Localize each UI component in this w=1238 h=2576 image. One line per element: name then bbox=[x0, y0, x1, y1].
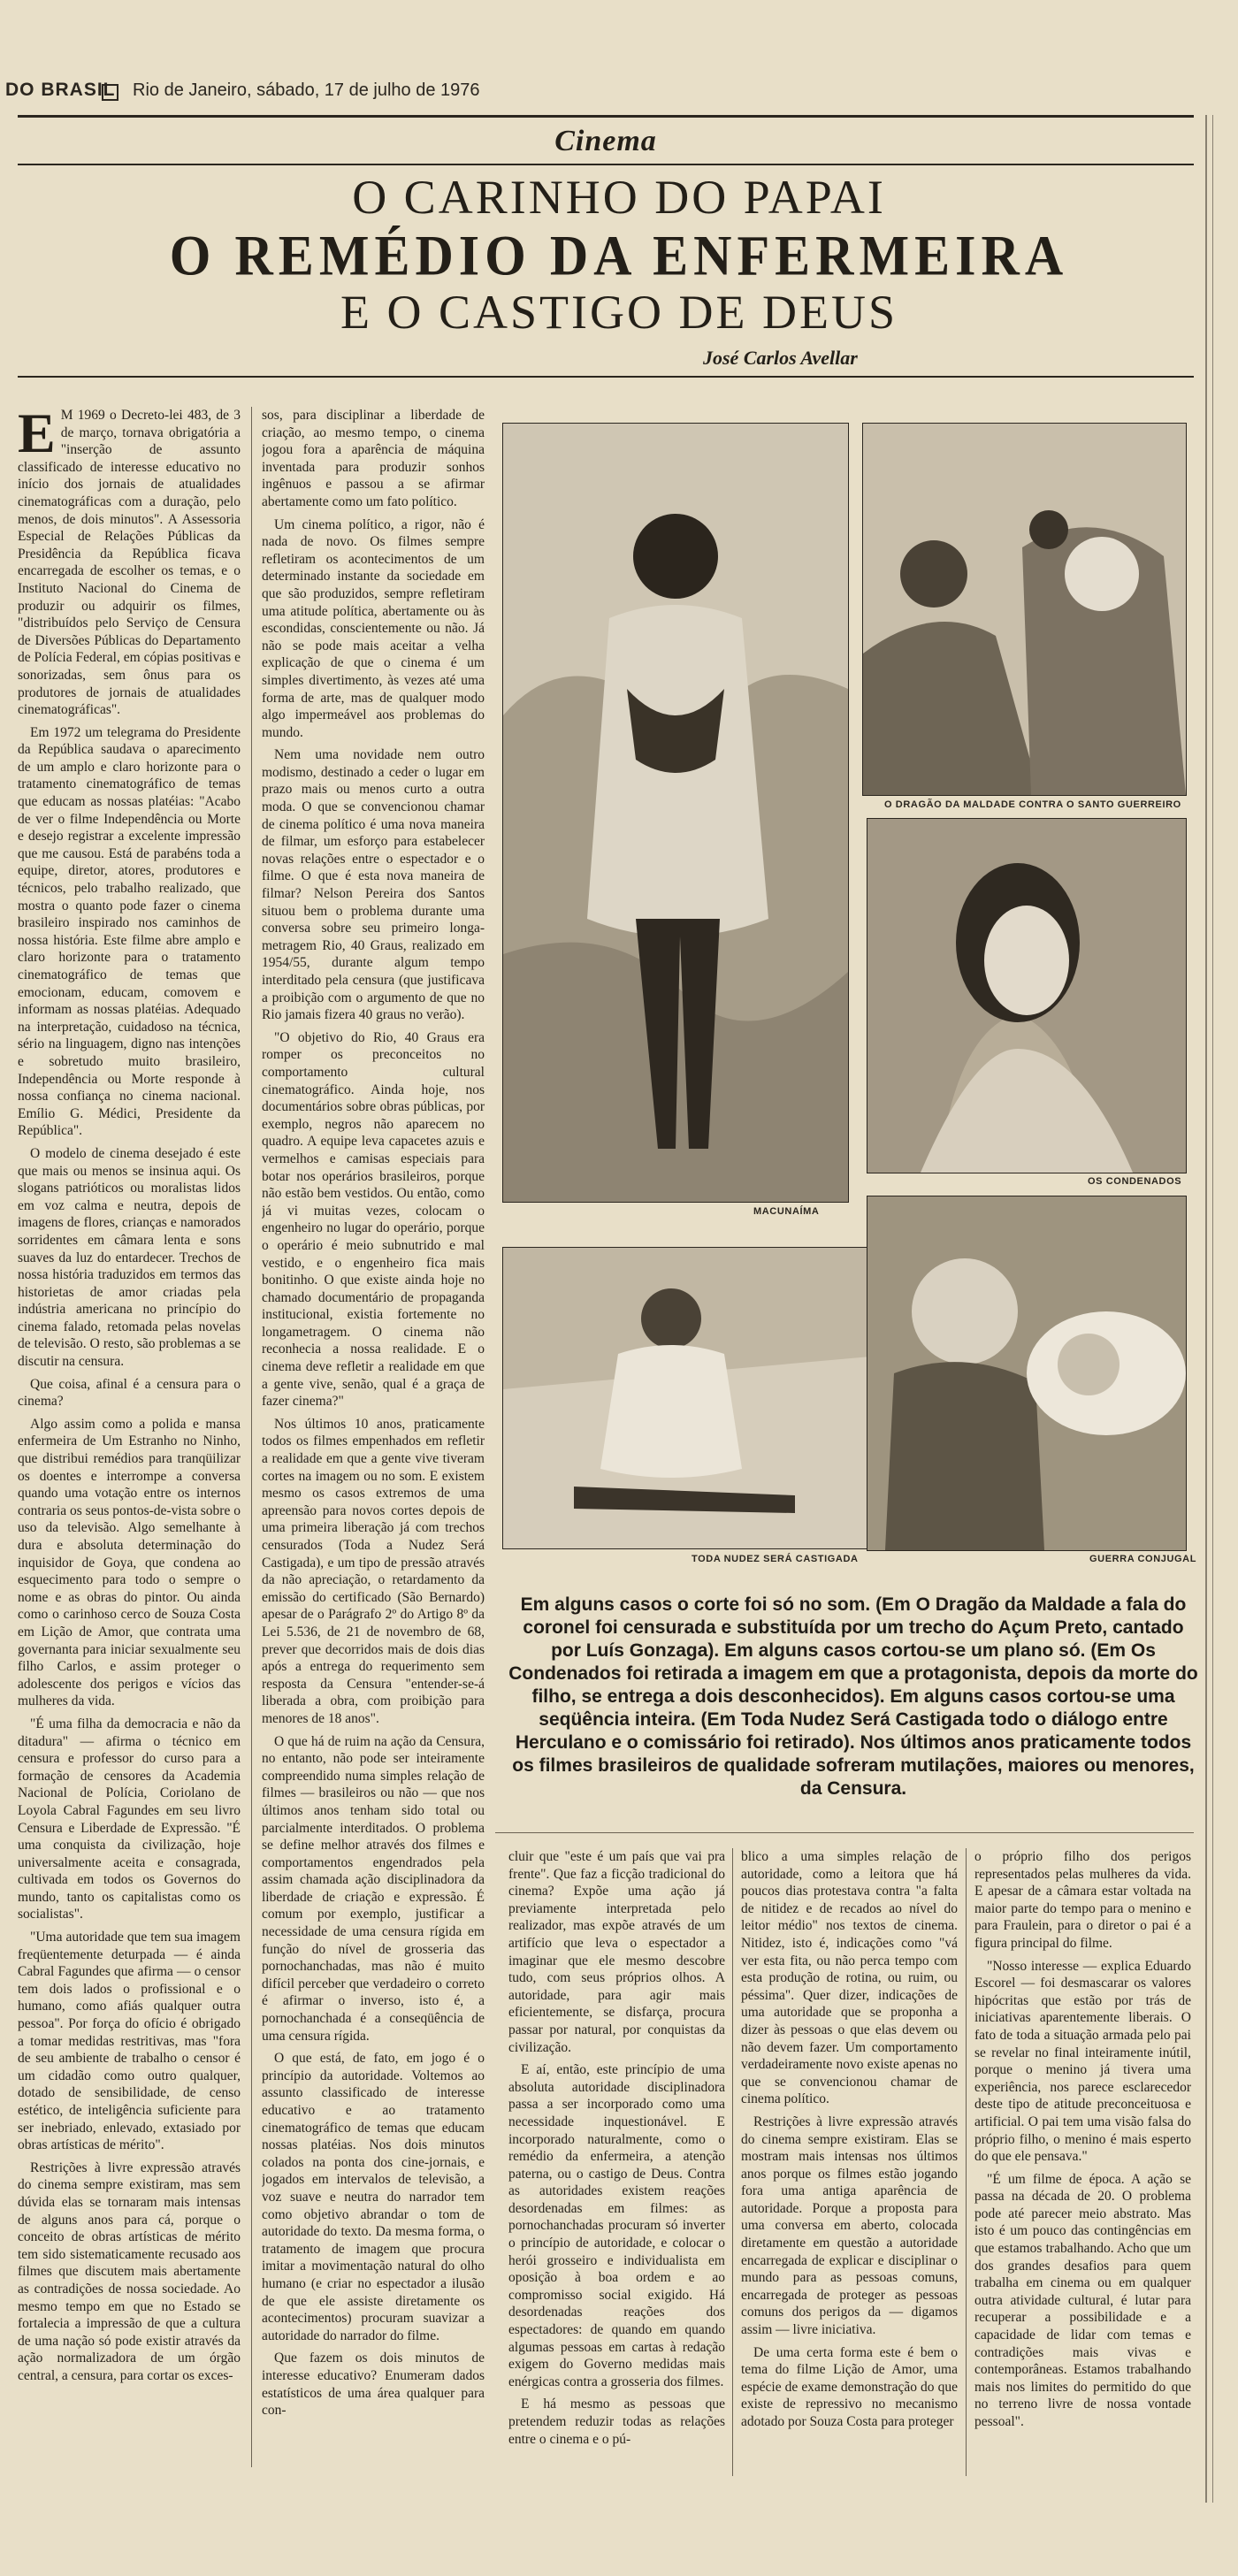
paragraph: De uma certa forma este é bem o tema do filme Lição de Amor, uma espécie de exame demonstração do que existe de repressivo no mecanismo adotado por Souza Costa para proteger bbox=[741, 2344, 958, 2429]
paragraph: sos, para disciplinar a liberdade de criação, ao mesmo tempo, o cinema jogou fora a aparência de máquina inventada para produzir sonhos ingênuos e passou a se afirmar abertamente como um fato político. bbox=[262, 408, 485, 509]
paragraph: Que coisa, afinal é a censura para o cinema? bbox=[18, 1376, 241, 1410]
headline-line-1: O CARINHO DO PAPAI bbox=[352, 171, 886, 224]
headline-line-2: O REMÉDIO DA ENFERMEIRA bbox=[169, 224, 1069, 287]
caption-dragao: O DRAGÃO DA MALDADE CONTRA O SANTO GUERREIRO bbox=[884, 799, 1181, 810]
pull-quote: Em alguns casos o corte foi só no som. (Em O Dragão da Maldade a fala do coronel foi censurada e substituída por um trecho do Açum Preto, cantado por Luís Gonzaga). Em alguns casos cortou-se um plano só. (Em Os Condenados foi retirada a imagem em que a protagonista, depois da morte do filho, se entrega a dois desconhecidos). Em alguns casos cortou-se uma seqüência inteira. (Em Toda Nudez Será Castigada todo o diálogo entre Herculano e o comissário foi retirado). Nos últimos anos praticamente todos os filmes brasileiros de qualidade sofreram mutilações, maiores ou menores, da Censura. bbox=[508, 1594, 1198, 1799]
article-column-2 bbox=[262, 407, 485, 2476]
headline-line-3: E O CASTIGO DE DEUS bbox=[340, 286, 898, 339]
paragraph: E há mesmo as pessoas que pretendem reduzir todas as relações entre o cinema e o pú- bbox=[508, 2396, 725, 2447]
publication-name: DO BRASIL bbox=[5, 80, 116, 100]
paragraph: Em 1972 um telegrama do Presidente da República saudava o aparecimento de um amplo e claro horizonte para o tratamento cinematográfico de temas que educam as nossas platéias: "Acabo de ver o filme Independência ou Morte e desejo registrar a excelente impressão que me causou. Está de parabéns toda a equipe, diretor, atores, produtores e técnicos, pelo trabalho realizado, que mostra o quanto pode fazer o cinema brasileiro inspirado nos caminhos de nossa história. Este filme abre amplo e claro horizonte para o tratamento cinematográfico de temas que emocionam, educam, comovem e informam as nossas platéias. Adequado na interpretação, cuidadoso na técnica, sério na linguagem, digno nas intenções e sobretudo muito brasileiro, Independência ou Morte responde à nossa confiança no cinema nacional. Emílio G. Médici, Presidente da República". bbox=[18, 724, 241, 1139]
paragraph: O modelo de cinema desejado é este que mais ou menos se insinua aqui. Os slogans patrióticos ou moralistas lidos em voz calma e neutra, depois de imagens de flores, crianças e namorados sorridentes em câmara lenta e sons suaves da luz do entardecer. Trechos de nossa história traduzidos em termos das historietas de amor criadas pela indústria americana no princípio do cinema falado, retomada pelas novelas de televisão. O resto, são problemas a se discutir na censura. bbox=[18, 1145, 241, 1370]
article-column-4 bbox=[741, 1848, 958, 2485]
column-separator bbox=[251, 407, 252, 2467]
paragraph: Nos últimos 10 anos, praticamente todos os filmes empenhados em refletir a realidade em que a gente vive tiveram cortes na imagem ou no som. E existem mesmo os casos extremos de uma apreensão para novos cortes depois de uma primeira liberação já com trechos censurados (Toda a Nudez Será Castigada), e um tipo de pressão através da não apreciação, o retardamento da emissão do certificado (São Bernardo) apesar de o Parágrafo 2º do Artigo 8º da Lei 5.536, de 21 de novembro de 68, prever que decorridos mais de dois dias após a entrega do requerimento sem resposta da Censura "entender-se-á liberada a obra, com proibição para menores de 18 anos". bbox=[262, 1416, 485, 1726]
pullquote-rule bbox=[495, 1832, 1194, 1833]
section-header bbox=[18, 115, 1194, 165]
article-column-5 bbox=[974, 1848, 1191, 2485]
paragraph: blico a uma simples relação de autoridade, como a leitora que há poucos dias protestava contra "a falta de nitidez e de recados ao nível do leitor médio" nos textos de cinema. Nitidez, isto é, indicações como "vá ver esta fita, ou não perca tempo com esta produção de rotina, ou ruim, ou péssima". Quer dizer, indicações de uma autoridade que se proponha a dizer às pessoas o que elas devem ou não devem fazer. Um comportamento verdadeiramente novo existe apenas no que se convencionou chamar de cinema político. bbox=[741, 1849, 958, 2107]
page-edge-rule bbox=[1205, 115, 1213, 2503]
section-title: Cinema bbox=[554, 125, 657, 157]
paragraph: "É um filme de época. A ação se passa na década de 20. O problema pode até parecer meio abstrato. Mas isto é um pouco das contingências em que estamos trabalhando. Acho que um dos grandes desafios para quem trabalha em cinema ou em qualquer outra atividade cultural, é lutar para recuperar a possibilidade e a capacidade de lidar com temas e contradições mais vivas e contemporâneas. Estamos trabalhando mais nos limites do permitido do que no terreno livre de nossa vontade pessoal". bbox=[974, 2171, 1191, 2429]
photo-os-condenados bbox=[867, 818, 1187, 1173]
photo-guerra-conjugal bbox=[867, 1196, 1187, 1551]
paragraph: Que fazem os dois minutos de interesse educativo? Enumeram dados estatísticos de uma área qualquer para con- bbox=[262, 2351, 485, 2419]
paragraph: M 1969 o Decreto-lei 483, de 3 de março, tornava obrigatória a "inserção de assunto classificado de interesse educativo no início dos jornais de atualidades cinematográficas com a duração, pelo menos, de dois minutos". A Assessoria Especial de Relações Públicas da Presidência da República ficava encarregada de escolher os temas, e o Instituto Nacional do Cinema de produzir ou adquirir os filmes, "distribuídos pelo Serviço de Censura de Diversões Públicas do Departamento de Polícia Federal, em cópias positivas e sonorizadas, sem ônus para os produtores de jornais de atualidades cinematográficas". bbox=[18, 408, 241, 718]
dateline: Rio de Janeiro, sábado, 17 de julho de 1976 bbox=[133, 80, 480, 100]
paragraph: Restrições à livre expressão através do cinema sempre existiram, mas sem dúvida elas se tornaram mais intensas de alguns anos para cá, porque o conceito de obras artísticas de mérito tem sido sistematicamente recusado aos filmes que discutem mais abertamente as contradições de nossa sociedade. Ao mesmo tempo em que no Estado se fortalecia a impressão de que a cultura de uma nação só pode existir através da ação normalizadora de um órgão central, a censura, para cortar os exces- bbox=[18, 2159, 241, 2383]
byline-rule bbox=[18, 376, 1194, 378]
paragraph: "Uma autoridade que tem sua imagem freqüentemente deturpada — é ainda Cabral Fagundes que afirma — o censor tem dois lados o profissional e o humano, como afiás qualquer outra pessoa". Por força do ofício é obrigado a tomar medidas restritivas, mas "fora de seu ambiente de trabalho o censor é um cidadão como outro qualquer, dotado de sensibilidade, de censo estético, de inteligência suficiente para ser inebriado, enlevado, extasiado por obras artísticas de mérito". bbox=[18, 1930, 241, 2153]
separator-box-icon bbox=[102, 84, 118, 101]
paragraph: E aí, então, este princípio de uma absoluta autoridade disciplinadora passa a ser incorporado como uma necessidade inquestionável. E incorporado naturalmente, como o remédio da enfermeira, a atenção paterna, ou o castigo de Deus. Contra as autoridades existem reações desordenadas em filmes: as pornochanchadas procuram só inverter o princípio de autoridade, e colocar o herói grosseiro e individualista em oposição à boa ordem e ao compromisso social exigido. Há desordenadas reações dos espectadores: de quando em quando algumas pessoas em cartas à redação exigem do Governo medidas mais enérgicas contra a grosseria dos filmes. bbox=[508, 2062, 725, 2389]
paragraph: Nem uma novidade nem outro modismo, destinado a ceder o lugar em prazo mais ou menos curto a outra moda. O que se convencionou chamar de cinema político é uma nova maneira de filmar, um esforço para estabelecer novas relações entre o espectador e o filme. O que é esta nova maneira de filmar? Nelson Pereira dos Santos situou bem o problema durante uma conversa sobre seu primeiro longa-metragem Rio, 40 Graus, realizado em 1954/55, durante algum tempo interditado pela censura (que justificava a proibição com o argumento de que no Rio jamais fizera 40 graus no verão). bbox=[262, 747, 485, 1023]
paragraph: "Nosso interesse — explica Eduardo Escorel — foi desmascarar os valores hipócritas que estão por trás de iniciativas aparentemente liberais. O fato de toda a situação armada pelo pai se revelar no final inteiramente inútil, porque o menino já tivera uma experiência, nos parece esclarecedor deste tipo de atitude preconceituosa e artificial. O pai tem uma visão falsa do próprio filho, o menino é mais esperto do que ele pensava." bbox=[974, 1958, 1191, 2165]
masthead bbox=[0, 76, 1185, 111]
caption-toda-nudez: TODA NUDEZ SERÁ CASTIGADA bbox=[692, 1554, 859, 1564]
caption-guerra-conjugal: GUERRA CONJUGAL bbox=[1089, 1554, 1197, 1564]
paragraph: o próprio filho dos perigos representados pelas mulheres da vida. E apesar de a câmara estar voltada na maior parte do tempo para o menino e para Fraulein, para o diretor o pai é a figura principal do filme. bbox=[974, 1849, 1191, 1951]
photo-dragao-da-maldade bbox=[862, 423, 1187, 796]
article-column-1 bbox=[18, 407, 241, 2476]
column-separator bbox=[966, 1848, 967, 2476]
drop-cap: E bbox=[18, 407, 56, 464]
article-column-3 bbox=[508, 1848, 725, 2485]
paragraph: O que há de ruim na ação da Censura, no entanto, não pode ser inteiramente compreendido numa simples relação de filmes — brasileiros ou não — que nos últimos anos tenham sido total ou parcialmente interditados. O problema se define melhor através dos filmes e comportamentos engendrados pela assim chamada ação disciplinadora da liberdade de criação e expressão. É comum por exemplo, justificar a necessidade de uma censura rígida em função do nível de grosseria das pornochanchadas, mas não é muito difícil perceber que verdadeiro o correto é afirmar o inverso, isto é, a pornochanchada é a conseqüência de uma censura rígida. bbox=[262, 1733, 485, 2044]
caption-macunaima: MACUNAÍMA bbox=[753, 1206, 820, 1217]
paragraph: "O objetivo do Rio, 40 Graus era romper os preconceitos no comportamento cultural cinematográfico. Ainda hoje, nos documentários sobre obras públicas, por exemplo, negros não aparecem no quadro. A equipe leva capacetes azuis e vermelhos e camisas especiais para botar nos operários brasileiros, porque não estão bem vestidos. Ou então, como já vi muitas vezes, colocam o engenheiro no lugar do operário, porque o operário é meio subnutrido e mal vestido, e o engenheiro fica mais bonitinho. O que existe ainda hoje no chamado documentário de propaganda institucional, existia fortemente no longametragem. O cinema não reconhecia a nossa realidade. E o cinema deve refletir a realidade em que a gente vive, senão, qual é a graça de fazer cinema?" bbox=[262, 1029, 485, 1410]
paragraph: Algo assim como a polida e mansa enfermeira de Um Estranho no Ninho, que distribui remédios para tranqüilizar os doentes e interrompe a conversa quando uma votação entre os internos contraria os seus pontos-de-vista sobre o uso da televisão. Algo semelhante à dura e absoluta determinação do inquisidor de Goya, que condena ao esquecimento para todo o sempre o nome e as obras do pintor. Ou ainda como o carinhoso cerco de Souza Costa em Lição de Amor, que contrata uma governanta para iniciar sexualmente seu filho Carlos, e assim proteger o adolescente dos perigos e vícios das mulheres da vida. bbox=[18, 1416, 241, 1709]
photo-macunaima bbox=[502, 423, 849, 1203]
column-separator bbox=[732, 1848, 733, 2476]
byline: José Carlos Avellar bbox=[703, 347, 858, 369]
paragraph: cluir que "este é um país que vai pra frente". Que faz a ficção tradicional do cinema? Expõe uma ação já previamente interpretada pelo realizador, mas expõe através de um artifício que leva o espectador a imaginar que ele mesmo descobre tudo, com seus próprios olhos. A autoridade, para agir mais eficientemente, se disfarça, procura passar por natural, por conquistas da civilização. bbox=[508, 1849, 725, 2055]
photo-toda-nudez bbox=[502, 1247, 902, 1549]
caption-condenados: OS CONDENADOS bbox=[1088, 1176, 1182, 1187]
paragraph: O que está, de fato, em jogo é o princípio da autoridade. Voltemos ao assunto classificado de interesse educativo e ao tratamento cinematográfico de temas que educam nossas platéias. Nos dois minutos colados na ponta dos cine-jornais, e jogados em intervalos de televisão, a voz suave e neutra do narrador tem como objetivo abrandar o tom de autoridade do texto. Da mesma forma, o tratamento de imagem que procura imitar a movimentação natural do olho humano (e criar no espectador a ilusão de que ele assiste diretamente os acontecimentos) procuram suavizar a autoridade do narrador do filme. bbox=[262, 2051, 485, 2343]
paragraph: "É uma filha da democracia e não da ditadura" — afirma o técnico em censura e professor do curso para a formação de censores da Academia Nacional de Polícia, Coriolano de Loyola Cabral Fagundes em seu livro Censura e Liberdade de Expressão. "É uma conquista da civilização, hoje universalmente aceita e consagrada, cultivada em todos os Governos do mundo, tanto os capitalistas como os socialistas". bbox=[18, 1716, 241, 1922]
paragraph: Um cinema político, a rigor, não é nada de novo. Os filmes sempre refletiram os acontecimentos de um determinado instante da sociedade em que são produzidos, sempre refletiram uma atitude política, abertamente ou às escondidas, conscientemente ou não. Já não se pode mais aceitar a velha explicação de que o cinema é um simples divertimento, às vezes até uma forma de arte, mas de qualquer modo algo impermeável aos problemas do mundo. bbox=[262, 516, 485, 740]
paragraph: Restrições à livre expressão através do cinema sempre existiram. Elas se mostram mais intensas nos últimos anos porque os filmes estão jogando fora uma antiga aparência de autoridade. Porque a proposta para uma conversa em aberto, colocada diretamente em questão a autoridade encarregada de explicar e disciplinar o mundo para as pessoas comuns, encarregada de proteger as pessoas comuns dos perigos da — digamos assim — livre iniciativa. bbox=[741, 2114, 958, 2338]
